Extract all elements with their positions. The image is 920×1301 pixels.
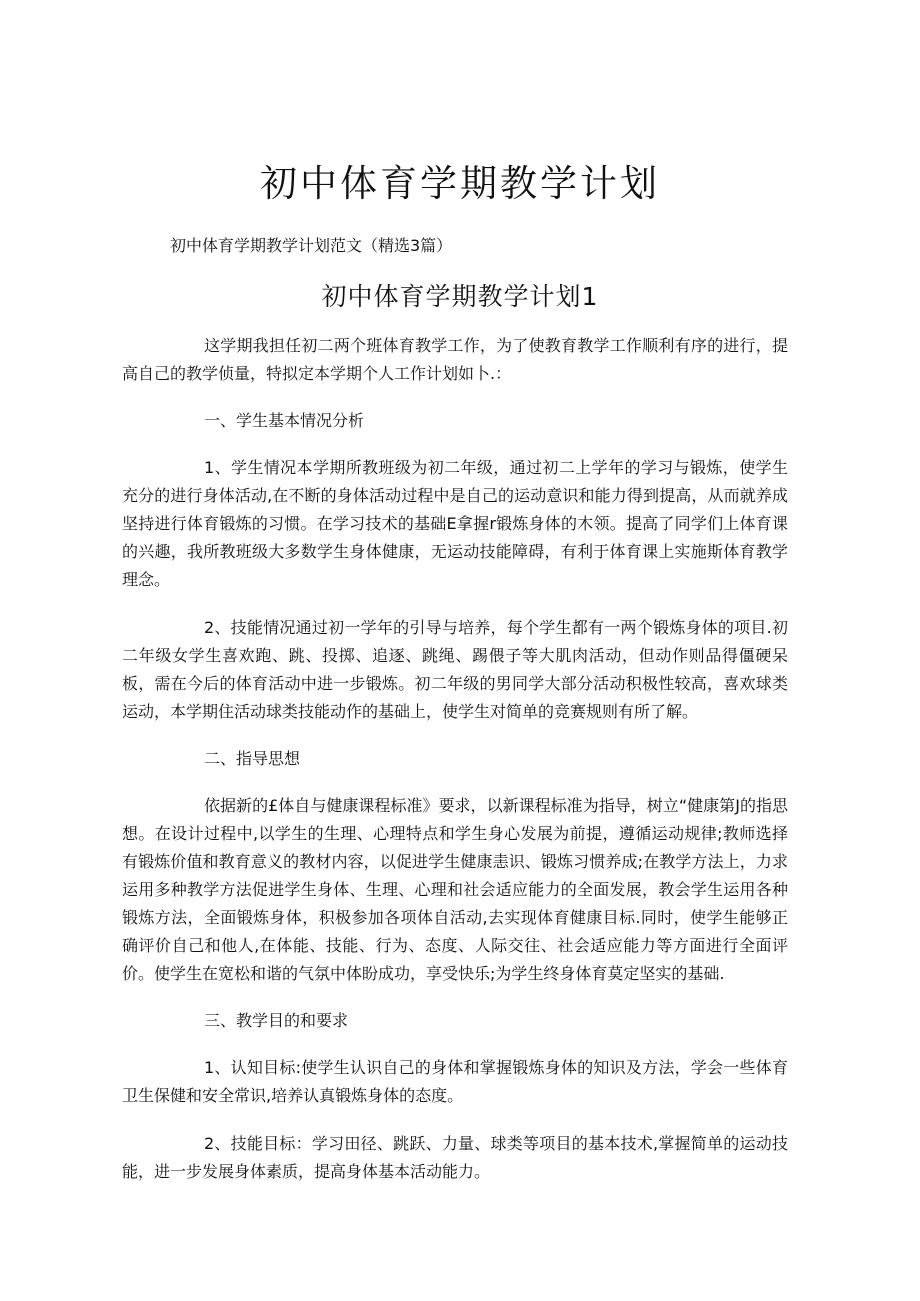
document-body bbox=[122, 332, 788, 1206]
heading-guiding-thought: 二、指导思想 bbox=[204, 751, 301, 768]
intro-paragraph: 这学期我担任初二两个班体育教学工作，为了使教育教学工作顺利有序的进行，提高自己的教学侦量，特拟定本学期个人工作计划如卜.： bbox=[122, 336, 788, 383]
paragraph-guiding-thought: 依据新的£体自与健康课程标准》要求，以新课程标准为指导，树立“健康第J的指思想。在设计过程中,以学生的生理、心理特点和学生身心发展为前提，遵循运动规律;教师选择有锻炼价值和教育意义的教材内容，以促进学生健康恚识、锻炼习惯养成;在教学方法上，力求运用多种教学方法促进学生身体、生理、心理和社会适应能力的全面发展，教会学生运用各种锻炼方法，全面锻炼身体，积极参加各项体自活动,去实现体育健康目标.同时，使学生能够正确评价自己和他人,在体能、技能、行为、态度、人际交往、社会适应能力等方面进行全面评价。使学生在宽松和谐的气氛中体盼成功，享受快乐;为学生终身体育莫定坚实的基础. bbox=[122, 796, 788, 983]
document-subtitle: 初中体育学期教学计划范文（精选3篇） bbox=[170, 236, 453, 255]
paragraph-student-situation: 1、学生情况本学期所教班级为初二年级，通过初二上学年的学习与锻炼，使学生充分的进行身体活动,在不断的身体活动过程中是自己的运动意识和能力得到提高，从而就养成坚持进行体育锻炼的习惯。在学习技术的基础E拿握r锻炼身体的木领。提高了同学们上体育课的兴趣，我所教班级大多数学生身体健康，无运动技能障碍，有利于体育课上实施斯体育教学理念。 bbox=[122, 458, 788, 589]
paragraph-skill-goal: 2、技能目标：学习田径、跳跃、力量、球类等项目的基本技术,掌握简单的运动技能，进一步发展身体素质，提高身体基本活动能力。 bbox=[122, 1134, 788, 1181]
paragraph-skill-situation: 2、技能情况通过初一学年的引导与培养，每个学生都有一两个锻炼身体的项目.初二年级女学生喜欢跑、跳、投掷、追逐、跳绳、踢偎子等大肌肉活动，但动作则品得僵硬呆板，需在今后的体育活动中进一步锻炼。初二年级的男同学大部分活动积极性较高，喜欢球类运动，本学期住活动球类技能动作的基础上，使学生对简单的竞赛规则有所了解。 bbox=[122, 618, 788, 721]
heading-student-analysis: 一、学生基本情况分析 bbox=[204, 413, 365, 430]
document-title: 初中体育学期教学计划 bbox=[260, 162, 660, 205]
section-heading: 初中体育学期教学计划1 bbox=[321, 282, 599, 311]
heading-teaching-goals: 三、教学目的和要求 bbox=[204, 1013, 349, 1030]
paragraph-cognitive-goal: 1、认知目标:使学生认识自己的身体和掌握锻炼身体的知识及方法，学会一些体育卫生保健和安全常识,培养认真锻炼身体的态度。 bbox=[122, 1058, 788, 1105]
